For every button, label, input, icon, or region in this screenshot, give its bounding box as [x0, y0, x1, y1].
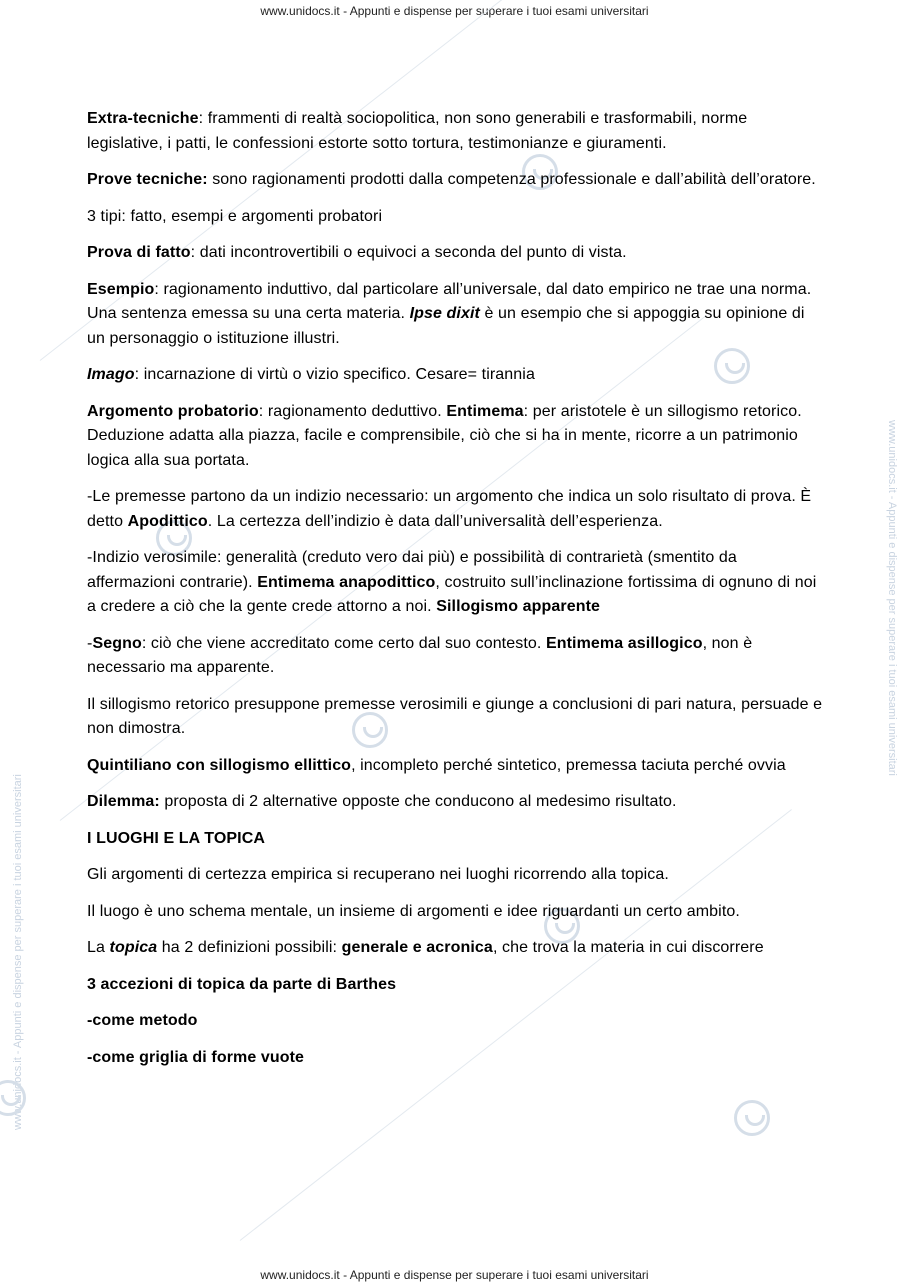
text-run: Prove tecniche: [87, 171, 208, 188]
text-run: I LUOGHI E LA TOPICA [87, 829, 266, 847]
text-run: Entimema [446, 402, 524, 420]
paragraph [87, 400, 827, 474]
text-run: , incompleto perché sintetico, premessa taciuta perché ovvia [351, 756, 786, 774]
text-run: , che trova la materia in cui discorrere [492, 939, 764, 956]
text-run: Entimema anapodittico [257, 573, 436, 591]
text-run: generale e acronica [341, 939, 493, 956]
page-header-watermark: www.unidocs.it - Appunti e dispense per superare i tuoi esami universitari [260, 4, 649, 18]
paragraph [87, 790, 827, 815]
text-run: La [87, 939, 110, 956]
document-body [87, 107, 827, 1082]
text-run: Argomento probatorio [87, 402, 259, 420]
text-run: , non è necessario ma apparente. [87, 634, 753, 676]
text-run: Extra-tecniche [87, 110, 199, 127]
text-run: Il sillogismo retorico presuppone premesse verosimili e giunge a conclusioni di pari natura, persuade e non dimostra. [87, 695, 823, 737]
text-run: : incarnazione di virtù o vizio specifico. Cesare= tirannia [134, 366, 535, 383]
paragraph [87, 973, 827, 998]
text-run: Prova di fatto [87, 244, 191, 261]
paragraph [87, 936, 827, 961]
paragraph [87, 754, 827, 779]
text-run: è un esempio che si appoggia su opinione di un personaggio o istituzione illustri. [87, 305, 805, 347]
paragraph [87, 1009, 827, 1034]
text-run: - [87, 634, 93, 652]
paragraph [87, 107, 827, 156]
paragraph [87, 632, 827, 681]
text-run: , costruito sull’inclinazione fortissima di ognuno di noi a credere a ciò che la gente crede attorno a noi. [87, 573, 817, 615]
text-run: : frammenti di realtà sociopolitica, non sono generabili e trasformabili, norme legislative, i patti, le confessioni estorte sotto tortura, testimonianze e giuramenti. [87, 110, 748, 152]
text-run: ha 2 definizioni possibili: [157, 939, 342, 956]
text-run: -come metodo [87, 1012, 198, 1029]
side-watermark-left: www.unidocs.it - Appunti e dispense per superare i tuoi esami universitari [12, 774, 24, 1130]
text-run: Ipse dixit [409, 305, 480, 322]
text-run: Sillogismo apparente [436, 598, 601, 615]
page-footer-watermark: www.unidocs.it - Appunti e dispense per superare i tuoi esami universitari [260, 1268, 649, 1282]
text-run: Apodittico [127, 512, 208, 530]
text-run: -Le premesse partono da un indizio necessario: un argomento che indica un solo risultato di prova. È detto [87, 488, 812, 530]
text-run: : ciò che viene accreditato come certo dal suo contesto. [141, 634, 546, 652]
text-run: topica [109, 939, 158, 956]
text-run: Imago [87, 366, 135, 383]
text-run: : dati incontrovertibili o equivoci a seconda del punto di vista. [190, 244, 627, 261]
text-run: Segno [92, 634, 142, 652]
text-run: proposta di 2 alternative opposte che conducono al medesimo risultato. [159, 793, 677, 810]
side-watermark-right: www.unidocs.it - Appunti e dispense per superare i tuoi esami universitari [886, 420, 898, 776]
paragraph [87, 205, 827, 230]
text-run: -come griglia di forme vuote [87, 1048, 305, 1066]
paragraph [87, 863, 827, 888]
paragraph [87, 827, 827, 852]
text-run: Dilemma: [87, 793, 160, 810]
text-run: sono ragionamenti prodotti dalla competenza professionale e dall’abilità dell’oratore. [207, 171, 816, 188]
watermark-logo-icon [734, 1100, 770, 1136]
paragraph [87, 693, 827, 742]
paragraph [87, 546, 827, 620]
text-run: . La certezza dell’indizio è data dall’universalità dell’esperienza. [207, 512, 663, 530]
paragraph [87, 1046, 827, 1071]
text-run: Quintiliano con sillogismo ellittico [87, 756, 352, 774]
paragraph [87, 278, 827, 352]
text-run: : per aristotele è un sillogismo retorico. Deduzione adatta alla piazza, facile e comprensibile, ciò che si ha in mente, ricorre a un patrimonio logica alla sua portata. [87, 402, 802, 469]
paragraph [87, 241, 827, 266]
text-run: Il luogo è uno schema mentale, un insieme di argomenti e idee riguardanti un certo ambito. [87, 902, 740, 920]
text-run: Gli argomenti di certezza empirica si recuperano nei luoghi ricorrendo alla topica. [87, 866, 669, 883]
text-run: 3 tipi: fatto, esempi e argomenti probatori [87, 207, 383, 225]
paragraph [87, 485, 827, 534]
text-run: 3 accezioni di topica da parte di Barthes [87, 975, 397, 993]
text-run: Esempio [87, 280, 155, 298]
paragraph [87, 168, 827, 193]
text-run: : ragionamento deduttivo. [258, 402, 447, 420]
text-run: Entimema asillogico [545, 634, 703, 652]
paragraph [87, 900, 827, 925]
text-run: : ragionamento induttivo, dal particolare all’universale, dal dato empirico ne trae una norma. Una sentenza emessa su una certa materia. [87, 280, 812, 322]
paragraph [87, 363, 827, 388]
text-run: -Indizio verosimile: generalità (creduto vero dai più) e possibilità di contrarietà (smentito da affermazioni contrarie). [87, 549, 737, 591]
